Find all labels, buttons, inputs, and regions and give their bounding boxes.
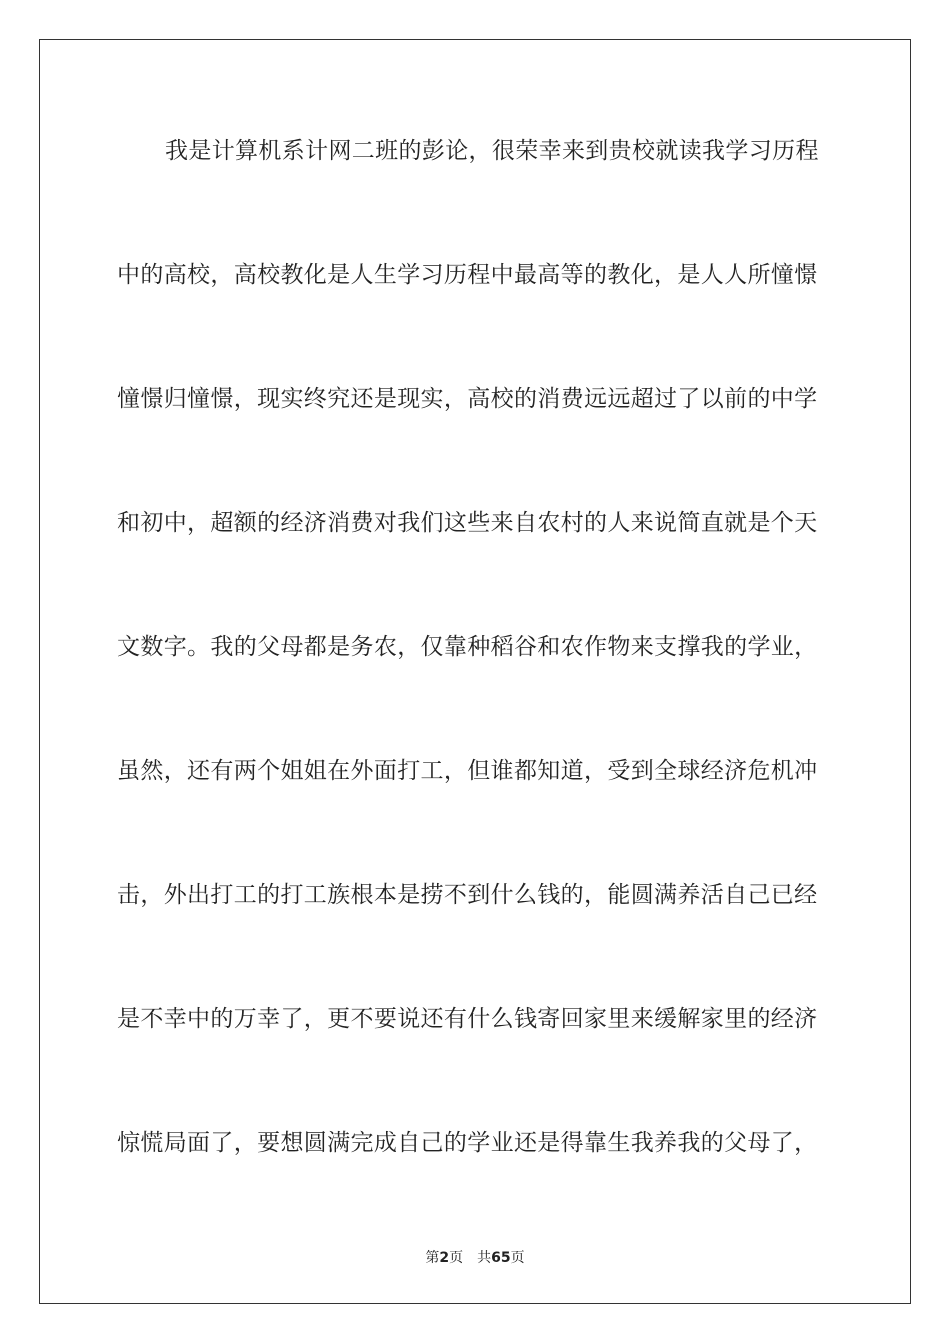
- paragraph-line-7: 击，外出打工的打工族根本是捞不到什么钱的，能圆满养活自己已经: [117, 882, 818, 908]
- total-pages: 65: [491, 1250, 511, 1266]
- page-prefix: 第: [425, 1250, 440, 1266]
- paragraph-line-8: 是不幸中的万幸了，更不要说还有什么钱寄回家里来缓解家里的经济: [117, 1006, 818, 1032]
- paragraph-line-1: 我是计算机系计网二班的彭论，很荣幸来到贵校就读我学习历程: [165, 138, 819, 164]
- page-footer: [0, 1247, 950, 1267]
- paragraph-line-2: 中的高校，高校教化是人生学习历程中最高等的教化，是人人所憧憬: [117, 262, 818, 288]
- total-suffix: 页: [510, 1250, 525, 1266]
- page-number: 2: [439, 1250, 450, 1266]
- paragraph-line-3: 憧憬归憧憬，现实终究还是现实，高校的消费远远超过了以前的中学: [117, 386, 818, 412]
- page-frame: [39, 39, 911, 1304]
- paragraph-line-6: 虽然，还有两个姐姐在外面打工，但谁都知道，受到全球经济危机冲: [117, 758, 818, 784]
- total-prefix: 共: [477, 1250, 492, 1266]
- paragraph-line-4: 和初中，超额的经济消费对我们这些来自农村的人来说简直就是个天: [117, 510, 818, 536]
- paragraph-line-9: 惊慌局面了，要想圆满完成自己的学业还是得靠生我养我的父母了，: [117, 1130, 818, 1156]
- page-suffix: 页: [449, 1250, 464, 1266]
- paragraph-line-5: 文数字。我的父母都是务农，仅靠种稻谷和农作物来支撑我的学业，: [117, 634, 818, 660]
